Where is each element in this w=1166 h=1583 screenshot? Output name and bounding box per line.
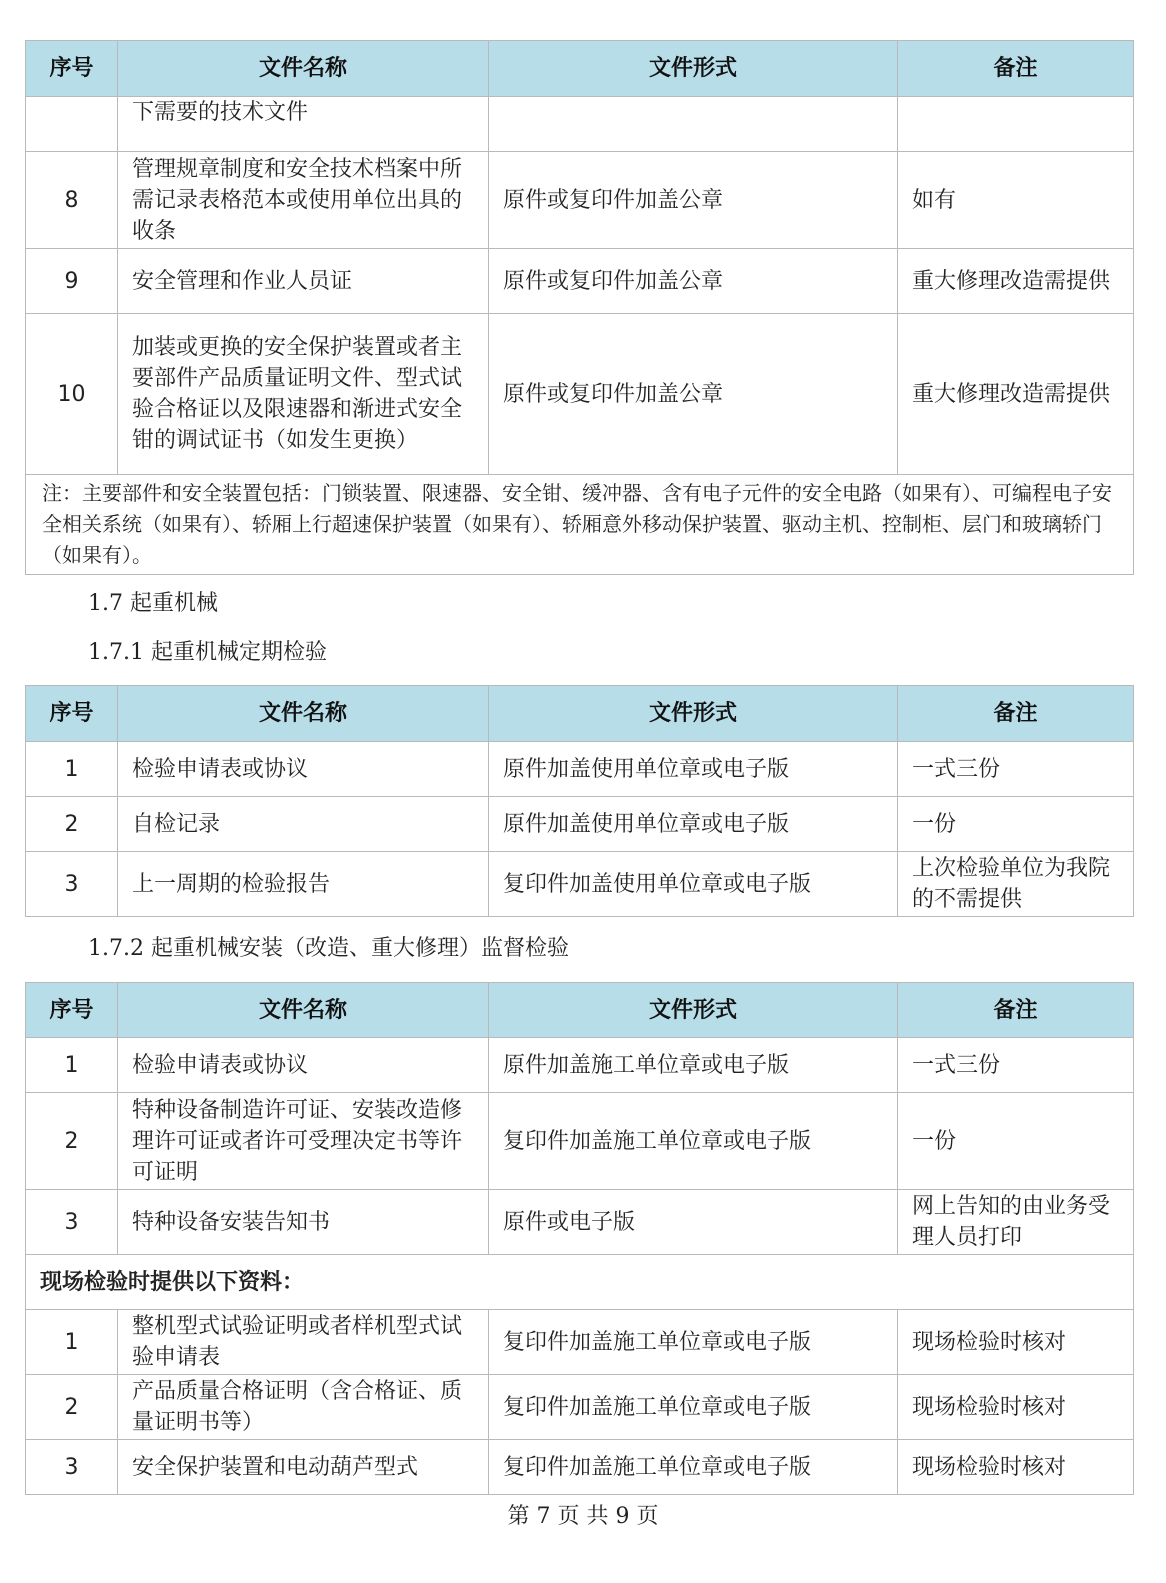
page-footer: 第 7 页 共 9 页	[507, 1504, 659, 1529]
row-no: 8	[26, 152, 118, 249]
table-row	[26, 797, 1134, 852]
row-no: 2	[26, 797, 118, 852]
header-name: 文件名称	[118, 41, 489, 97]
header-form: 文件形式	[489, 41, 898, 97]
row-note: 一份	[898, 797, 1134, 852]
site-inspection-heading: 现场检验时提供以下资料：	[26, 1255, 1134, 1310]
row-form: 原件或电子版	[489, 1190, 898, 1255]
header-name: 文件名称	[118, 983, 489, 1038]
row-no: 10	[26, 314, 118, 475]
row-no: 1	[26, 1038, 118, 1093]
row-name: 管理规章制度和安全技术档案中所需记录表格范本或使用单位出具的收条	[118, 152, 489, 249]
row-note: 现场检验时核对	[898, 1440, 1134, 1495]
table-row	[26, 152, 1134, 249]
row-form: 复印件加盖施工单位章或电子版	[489, 1440, 898, 1495]
table-row	[26, 1310, 1134, 1375]
row-note	[898, 97, 1134, 152]
table-header-row	[26, 41, 1134, 97]
row-note: 现场检验时核对	[898, 1375, 1134, 1440]
table-row	[26, 97, 1134, 152]
row-name: 特种设备制造许可证、安装改造修理许可证或者许可受理决定书等许可证明	[118, 1093, 489, 1190]
table-header-row	[26, 983, 1134, 1038]
row-name: 上一周期的检验报告	[118, 852, 489, 917]
table-crane-periodic-inspection	[25, 685, 1134, 917]
row-note: 上次检验单位为我院的不需提供	[898, 852, 1134, 917]
table-row	[26, 1093, 1134, 1190]
row-form: 原件加盖使用单位章或电子版	[489, 742, 898, 797]
footnote-row	[26, 475, 1134, 575]
row-no: 2	[26, 1093, 118, 1190]
row-form: 复印件加盖施工单位章或电子版	[489, 1375, 898, 1440]
row-name: 检验申请表或协议	[118, 742, 489, 797]
row-form: 原件加盖施工单位章或电子版	[489, 1038, 898, 1093]
table-row	[26, 1038, 1134, 1093]
row-note: 重大修理改造需提供	[898, 314, 1134, 475]
row-form: 原件加盖使用单位章或电子版	[489, 797, 898, 852]
table-row	[26, 249, 1134, 314]
section-heading-1-7-1: 1.7.1 起重机械定期检验	[88, 640, 327, 665]
row-name: 安全管理和作业人员证	[118, 249, 489, 314]
footnote-text: 注：主要部件和安全装置包括：门锁装置、限速器、安全钳、缓冲器、含有电子元件的安全电路（如果有）、可编程电子安全相关系统（如果有）、轿厢上行超速保护装置（如果有）、轿厢意外移动保护装置、驱动主机、控制柜、层门和玻璃轿门（如果有）。	[26, 475, 1134, 575]
header-no: 序号	[26, 983, 118, 1038]
section-heading-1-7-2: 1.7.2 起重机械安装（改造、重大修理）监督检验	[88, 936, 569, 961]
subsection-row	[26, 1255, 1134, 1310]
row-no: 3	[26, 1190, 118, 1255]
row-no: 3	[26, 1440, 118, 1495]
row-form: 原件或复印件加盖公章	[489, 314, 898, 475]
row-note: 一式三份	[898, 1038, 1134, 1093]
row-no: 9	[26, 249, 118, 314]
row-form: 复印件加盖施工单位章或电子版	[489, 1310, 898, 1375]
table-elevator-docs-continued	[25, 40, 1134, 575]
row-form: 原件或复印件加盖公章	[489, 152, 898, 249]
table-row	[26, 1190, 1134, 1255]
row-note: 网上告知的由业务受理人员打印	[898, 1190, 1134, 1255]
row-name: 整机型式试验证明或者样机型式试验申请表	[118, 1310, 489, 1375]
header-note: 备注	[898, 686, 1134, 742]
row-no: 1	[26, 1310, 118, 1375]
header-name: 文件名称	[118, 686, 489, 742]
header-no: 序号	[26, 41, 118, 97]
row-note: 重大修理改造需提供	[898, 249, 1134, 314]
row-name: 自检记录	[118, 797, 489, 852]
row-note: 如有	[898, 152, 1134, 249]
header-form: 文件形式	[489, 686, 898, 742]
row-note: 一份	[898, 1093, 1134, 1190]
section-heading-1-7: 1.7 起重机械	[88, 591, 218, 616]
table-row	[26, 742, 1134, 797]
row-no	[26, 97, 118, 152]
row-note: 一式三份	[898, 742, 1134, 797]
header-form: 文件形式	[489, 983, 898, 1038]
header-no: 序号	[26, 686, 118, 742]
header-note: 备注	[898, 983, 1134, 1038]
row-no: 3	[26, 852, 118, 917]
row-no: 1	[26, 742, 118, 797]
row-form: 复印件加盖施工单位章或电子版	[489, 1093, 898, 1190]
row-form	[489, 97, 898, 152]
header-note: 备注	[898, 41, 1134, 97]
row-note: 现场检验时核对	[898, 1310, 1134, 1375]
table-row	[26, 1375, 1134, 1440]
row-name: 下需要的技术文件	[118, 97, 489, 152]
row-no: 2	[26, 1375, 118, 1440]
row-name: 安全保护装置和电动葫芦型式	[118, 1440, 489, 1495]
table-header-row	[26, 686, 1134, 742]
row-name: 检验申请表或协议	[118, 1038, 489, 1093]
row-name: 特种设备安装告知书	[118, 1190, 489, 1255]
table-row	[26, 852, 1134, 917]
row-name: 产品质量合格证明（含合格证、质量证明书等）	[118, 1375, 489, 1440]
table-row	[26, 314, 1134, 475]
row-form: 原件或复印件加盖公章	[489, 249, 898, 314]
table-row	[26, 1440, 1134, 1495]
row-form: 复印件加盖使用单位章或电子版	[489, 852, 898, 917]
row-name: 加装或更换的安全保护装置或者主要部件产品质量证明文件、型式试验合格证以及限速器和渐进式安全钳的调试证书（如发生更换）	[118, 314, 489, 475]
table-crane-installation-inspection	[25, 982, 1134, 1495]
